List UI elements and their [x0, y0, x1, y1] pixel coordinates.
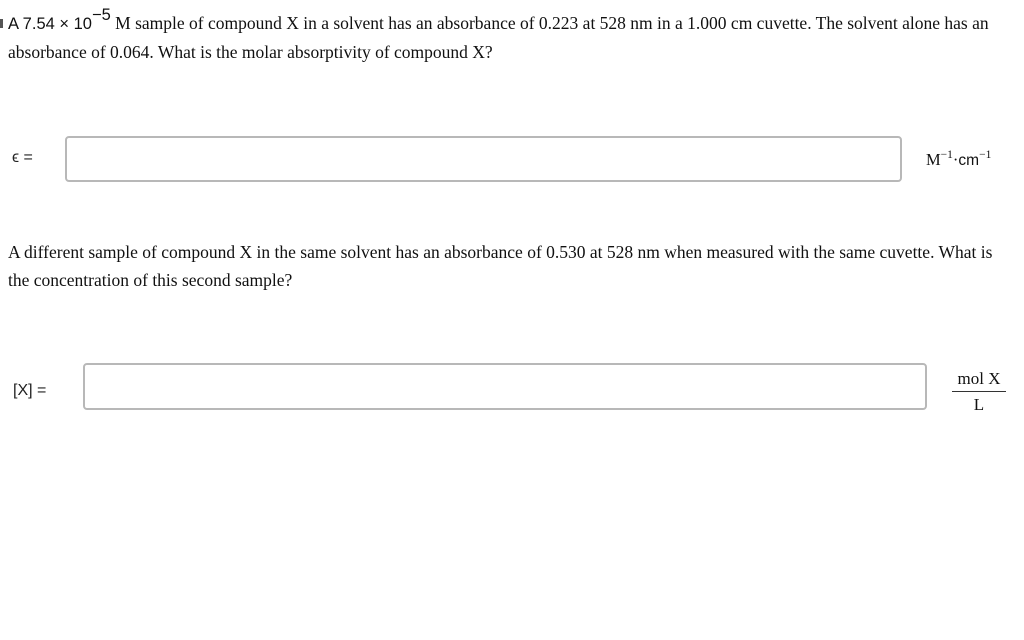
sample-amount: A 7.54 × 10 [8, 15, 92, 33]
unit-dot: · [952, 150, 959, 169]
question-2-text: A different sample of compound X in the same solvent has an absorbance of 0.530 at 528 nm when measured with the same cuvette. What is the concentration of this second sample? [8, 242, 993, 290]
molar-absorptivity-unit [926, 150, 991, 170]
left-edge-marker [0, 19, 3, 28]
question-1-text [8, 6, 1008, 66]
unit-molar: M [926, 150, 941, 169]
concentration-unit-fraction [952, 369, 1006, 415]
concentration-label: [X] = [13, 382, 47, 399]
concentration-input[interactable] [83, 363, 927, 410]
epsilon-label: ϵ = [12, 149, 33, 166]
unit-denominator: L [973, 395, 985, 414]
unit-numerator: mol X [952, 369, 1006, 392]
unit-cm-exponent: −1 [979, 148, 992, 161]
unit-molar-exponent: −1 [940, 148, 953, 161]
unit-cm: cm [958, 152, 980, 169]
molar-absorptivity-input[interactable] [65, 136, 902, 182]
sample-exponent: −5 [91, 6, 111, 25]
question-1-body: M sample of compound X in a solvent has an absorbance of 0.223 at 528 nm in a 1.000 cm cuvette. The solvent alone has an absorbance of 0.064. What is the molar absorptivity of compound X? [8, 13, 989, 62]
